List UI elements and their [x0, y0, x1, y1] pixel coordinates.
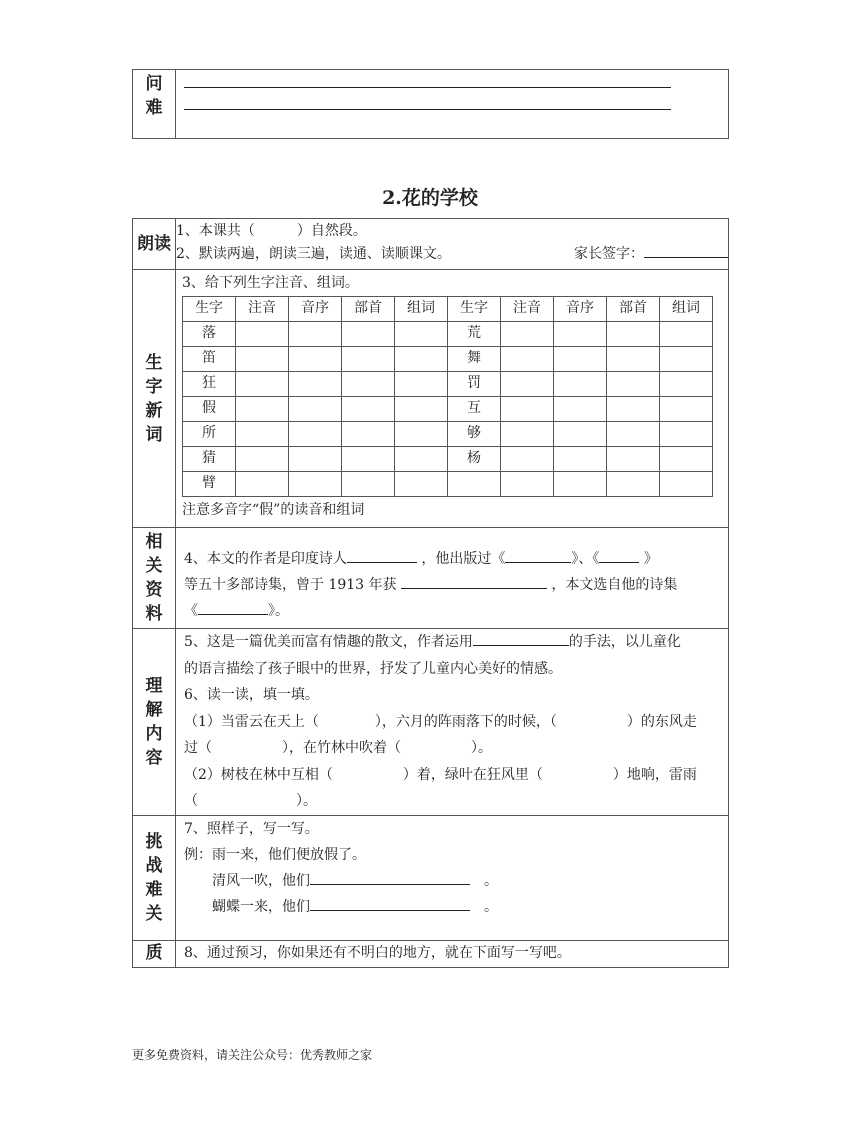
q6-2-line-1[interactable]: （2）树枝在林中互相（ ）着，绿叶在狂风里（ ）地响，雷雨	[184, 766, 697, 783]
book-blank-1[interactable]	[505, 548, 571, 563]
answer-cell[interactable]	[236, 472, 289, 497]
answer-cell[interactable]	[501, 322, 554, 347]
top-question-table	[132, 69, 729, 139]
answer-cell[interactable]	[554, 372, 607, 397]
char-table-row	[183, 422, 713, 447]
new-words-content	[176, 270, 729, 528]
char-cell: 假	[183, 397, 236, 422]
answer-cell[interactable]	[607, 347, 660, 372]
answer-cell[interactable]	[342, 372, 395, 397]
answer-cell[interactable]	[607, 397, 660, 422]
answer-cell[interactable]	[395, 347, 448, 372]
char-table-row	[183, 347, 713, 372]
section-label-reading: 朗读	[133, 219, 176, 270]
answer-cell[interactable]	[607, 322, 660, 347]
answer-cell[interactable]	[554, 322, 607, 347]
answer-cell[interactable]	[395, 322, 448, 347]
answer-cell[interactable]	[342, 472, 395, 497]
char-table-row	[183, 447, 713, 472]
char-table-header-cell: 生字	[183, 297, 236, 322]
answer-cell[interactable]	[289, 397, 342, 422]
answer-cell[interactable]	[342, 447, 395, 472]
answer-cell[interactable]	[660, 447, 713, 472]
footer-note: 更多免费资料，请关注公众号：优秀教师之家	[132, 1048, 373, 1062]
char-table-row	[183, 472, 713, 497]
q6-2-line-2[interactable]: （ ）。	[184, 793, 317, 809]
answer-cell[interactable]	[501, 422, 554, 447]
answer-cell[interactable]	[236, 447, 289, 472]
q6-title: 6、读一读，填一填。	[184, 687, 319, 703]
char-table	[182, 296, 713, 497]
answer-cell[interactable]	[395, 422, 448, 447]
answer-cell[interactable]	[607, 472, 660, 497]
char-table-header-cell: 组词	[660, 297, 713, 322]
char-cell: 臂	[183, 472, 236, 497]
answer-cell[interactable]	[501, 447, 554, 472]
answer-cell[interactable]	[660, 422, 713, 447]
char-table-header-cell: 音序	[554, 297, 607, 322]
answer-cell[interactable]	[236, 347, 289, 372]
challenge-content	[176, 815, 729, 940]
answer-cell[interactable]	[554, 397, 607, 422]
answer-cell[interactable]	[607, 447, 660, 472]
answer-cell[interactable]	[236, 372, 289, 397]
answer-cell[interactable]	[236, 397, 289, 422]
related-line-3: 《 》。	[184, 598, 720, 624]
q6-1-line-1[interactable]: （1）当雷云在天上（ ），六月的阵雨落下的时候，（ ）的东风走	[184, 713, 697, 730]
char-cell: 狂	[183, 372, 236, 397]
sentence-2-blank[interactable]	[310, 896, 470, 911]
sentence-1-blank[interactable]	[310, 870, 470, 885]
lesson-title: 2.花的学校	[382, 187, 478, 209]
prize-blank[interactable]	[401, 574, 547, 589]
main-worksheet-table	[132, 218, 729, 968]
answer-cell[interactable]	[660, 322, 713, 347]
answer-cell[interactable]	[395, 447, 448, 472]
answer-cell[interactable]	[660, 372, 713, 397]
answer-cell[interactable]	[554, 347, 607, 372]
answer-cell[interactable]	[289, 422, 342, 447]
section-label-understanding: 理解内容	[133, 629, 176, 816]
char-table-header	[183, 297, 713, 322]
char-table-row	[183, 322, 713, 347]
answer-cell[interactable]	[395, 372, 448, 397]
new-words-instruction: 3、给下列生字注音、组词。	[182, 275, 359, 291]
answer-cell[interactable]	[236, 422, 289, 447]
section-label-challenge: 挑战难关	[133, 815, 176, 940]
answer-cell[interactable]	[289, 372, 342, 397]
answer-cell[interactable]	[554, 472, 607, 497]
reading-item-1: 1、本课共（ ）自然段。	[176, 223, 367, 239]
reading-item-2: 2、默读两遍，朗读三遍，读通、读顺课文。	[176, 246, 451, 262]
q6-1-line-2[interactable]: 过（ ），在竹林中吹着（ ）。	[184, 740, 492, 756]
char-cell	[448, 472, 501, 497]
answer-cell[interactable]	[236, 322, 289, 347]
answer-cell[interactable]	[554, 447, 607, 472]
char-table-row	[183, 397, 713, 422]
section-label-wennan: 问 难	[133, 70, 176, 139]
answer-cell[interactable]	[289, 347, 342, 372]
char-table-row	[183, 372, 713, 397]
answer-cell[interactable]	[554, 422, 607, 447]
poet-name-blank[interactable]	[347, 548, 417, 563]
answer-cell[interactable]	[501, 347, 554, 372]
reading-item-2-row	[176, 243, 728, 266]
parent-sign-field[interactable]	[644, 243, 728, 258]
answer-cell[interactable]	[501, 472, 554, 497]
char-table-header-cell: 部首	[342, 297, 395, 322]
answer-cell[interactable]	[289, 447, 342, 472]
char-cell: 笛	[183, 347, 236, 372]
parent-sign-label: 家长签字：	[574, 246, 644, 262]
answer-cell[interactable]	[660, 347, 713, 372]
q7-sentence-2: 蝴蝶一来，他们 。	[184, 894, 720, 920]
answer-cell[interactable]	[342, 322, 395, 347]
char-table-header-cell: 注音	[236, 297, 289, 322]
char-cell: 够	[448, 422, 501, 447]
answer-lines-area[interactable]	[176, 70, 729, 139]
collection-blank[interactable]	[198, 600, 268, 615]
char-cell: 互	[448, 397, 501, 422]
char-cell: 荒	[448, 322, 501, 347]
reading-content	[176, 219, 729, 270]
polyphone-note: 注意多音字“假”的读音和组词	[182, 502, 365, 518]
answer-cell[interactable]	[289, 472, 342, 497]
q5-line-1: 5、这是一篇优美而富有情趣的散文，作者运用 的手法，以儿童化	[184, 629, 720, 656]
related-content	[176, 528, 729, 629]
char-cell: 杨	[448, 447, 501, 472]
answer-cell[interactable]	[501, 372, 554, 397]
book-blank-2[interactable]	[599, 548, 639, 563]
answer-cell[interactable]	[660, 472, 713, 497]
answer-cell[interactable]	[660, 397, 713, 422]
answer-cell[interactable]	[395, 472, 448, 497]
char-cell: 舞	[448, 347, 501, 372]
answer-cell[interactable]	[342, 397, 395, 422]
char-cell: 罚	[448, 372, 501, 397]
char-table-header-cell: 音序	[289, 297, 342, 322]
char-table-header-cell: 注音	[501, 297, 554, 322]
char-cell: 落	[183, 322, 236, 347]
char-cell: 猜	[183, 447, 236, 472]
answer-cell[interactable]	[289, 322, 342, 347]
char-table-header-cell: 组词	[395, 297, 448, 322]
answer-cell[interactable]	[607, 372, 660, 397]
q7-example: 例：雨一来，他们便放假了。	[184, 846, 366, 863]
char-cell: 所	[183, 422, 236, 447]
answer-cell[interactable]	[342, 422, 395, 447]
related-line-1: 4、本文的作者是印度诗人 ，他出版过《 》、《 》	[184, 546, 720, 572]
q5-line-2: 的语言描绘了孩子眼中的世界，抒发了儿童内心美好的情感。	[184, 660, 562, 677]
related-line-2: 等五十多部诗集，曾于 1913 年获 ，本文选自他的诗集	[184, 572, 720, 598]
answer-cell[interactable]	[395, 397, 448, 422]
answer-cell[interactable]	[342, 347, 395, 372]
understanding-content	[176, 629, 729, 816]
q8-text: 8、通过预习，你如果还有不明白的地方，就在下面写一写吧。	[184, 944, 571, 961]
q7-sentence-1: 清风一吹，他们 。	[184, 868, 720, 894]
q7-title: 7、照样子，写一写。	[184, 820, 319, 837]
answer-line	[184, 86, 671, 88]
section-label-new-words: 生字新词	[133, 270, 176, 528]
char-table-header-cell: 生字	[448, 297, 501, 322]
answer-cell[interactable]	[607, 422, 660, 447]
section-label-related: 相关资料	[133, 528, 176, 629]
char-table-header-cell: 部首	[607, 297, 660, 322]
answer-cell[interactable]	[501, 397, 554, 422]
technique-blank[interactable]	[473, 631, 569, 646]
section-label-question: 质	[133, 940, 176, 967]
question-content	[176, 940, 729, 967]
answer-line	[184, 108, 671, 110]
